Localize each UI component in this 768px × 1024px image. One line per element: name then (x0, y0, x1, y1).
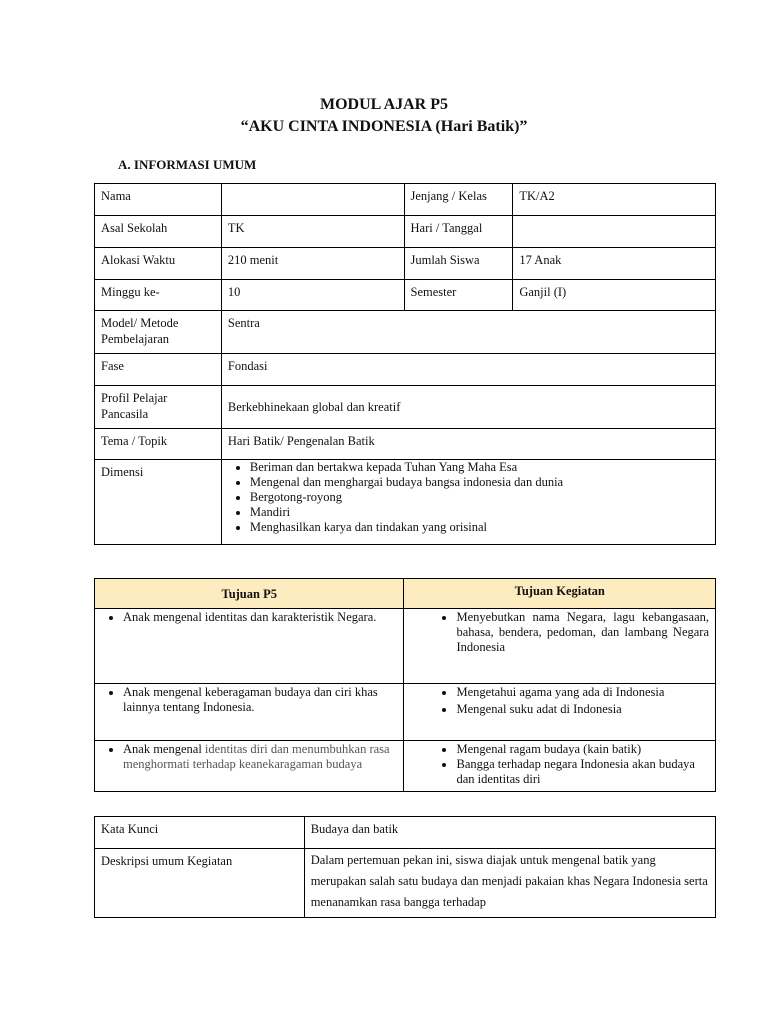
list-item: • Bangga terhadap negara Indonesia akan budaya dan identitas diri (456, 757, 709, 787)
cell-tujuan-kegiatan (404, 684, 716, 741)
list-item: • Anak mengenal identitas dan karakteristik Negara. (123, 610, 397, 625)
cell-label: Semester (404, 280, 513, 311)
cell-label: Nama (95, 184, 222, 216)
cell-value: Budaya dan batik (304, 817, 715, 849)
kata-kunci-table (94, 816, 716, 918)
tujuan-table (94, 578, 716, 792)
cell-value: Sentra (221, 311, 715, 354)
cell-tujuan-kegiatan (404, 741, 716, 792)
cell-tujuan-p5 (95, 609, 404, 684)
cell-label (95, 386, 222, 429)
table-header-row (95, 579, 716, 609)
table-row (95, 354, 716, 386)
cell-label: Alokasi Waktu (95, 248, 222, 280)
cell-tujuan-p5 (95, 741, 404, 792)
cell-label: Deskripsi umum Kegiatan (95, 849, 305, 918)
cell-value: 210 menit (221, 248, 404, 280)
label-line: Profil Pelajar (101, 391, 168, 405)
cell-label: Fase (95, 354, 222, 386)
text-run: identitas diri dan menumbuhkan rasa menghormati terhadap keanekaragaman budaya (123, 742, 390, 771)
table-row (95, 248, 716, 280)
table-row (95, 311, 716, 354)
cell-label: Asal Sekolah (95, 216, 222, 248)
column-header-tujuan-kegiatan: Tujuan Kegiatan (404, 579, 716, 609)
list-item: • Beriman dan bertakwa kepada Tuhan Yang Maha Esa (250, 460, 709, 475)
cell-label: Jenjang / Kelas (404, 184, 513, 216)
text-run: Anak mengenal (123, 742, 205, 756)
cell-label (95, 311, 222, 354)
cell-value: TK/A2 (513, 184, 716, 216)
cell-value: Fondasi (221, 354, 715, 386)
cell-value: Ganjil (I) (513, 280, 716, 311)
cell-value: 17 Anak (513, 248, 716, 280)
table-row (95, 280, 716, 311)
cell-label: Kata Kunci (95, 817, 305, 849)
list-item: • Mengenal dan menghargai budaya bangsa indonesia dan dunia (250, 475, 709, 490)
list-item (123, 742, 397, 772)
list-item: • Menyebutkan nama Negara, lagu kebangasaan, bahasa, bendera, pedoman, dan lambang Negara Indonesia (456, 610, 709, 655)
document-title: MODUL AJAR P5 (320, 96, 448, 113)
list-item: • Bergotong-royong (250, 490, 709, 505)
cell-value: Dalam pertemuan pekan ini, siswa diajak untuk mengenal batik yang merupakan salah satu budaya dan menjadi pakaian khas Negara Indonesia serta menanamkan rasa bangga terhadap (304, 849, 715, 918)
cell-label: Minggu ke- (95, 280, 222, 311)
list-item: • Mengetahui agama yang ada di Indonesia (456, 685, 709, 700)
column-header-tujuan-p5: Tujuan P5 (95, 579, 404, 609)
cell-label: Hari / Tanggal (404, 216, 513, 248)
cell-value: TK (221, 216, 404, 248)
cell-label: Tema / Topik (95, 429, 222, 460)
list-item: • Mengenal ragam budaya (kain batik) (456, 742, 709, 757)
cell-value: Hari Batik/ Pengenalan Batik (221, 429, 715, 460)
table-row (95, 184, 716, 216)
table-row (95, 386, 716, 429)
dimensi-list (228, 460, 709, 535)
table-row (95, 817, 716, 849)
cell-value (221, 184, 404, 216)
list-item: • Menghasilkan karya dan tindakan yang orisinal (250, 520, 709, 535)
table-row (95, 429, 716, 460)
table-row (95, 460, 716, 545)
table-row (95, 609, 716, 684)
table-row (95, 741, 716, 792)
document-subtitle: “AKU CINTA INDONESIA (Hari Batik)” (240, 118, 528, 135)
list-item: • Mandiri (250, 505, 709, 520)
cell-tujuan-p5 (95, 684, 404, 741)
table-row (95, 849, 716, 918)
label-line: Model/ Metode (101, 316, 179, 330)
list-item: • Mengenal suku adat di Indonesia (456, 702, 709, 717)
cell-label: Jumlah Siswa (404, 248, 513, 280)
dimensi-list-cell (221, 460, 715, 545)
label-line: Pembelajaran (101, 332, 170, 346)
cell-value: 10 (221, 280, 404, 311)
cell-value: Berkebhinekaan global dan kreatif (221, 386, 715, 429)
cell-value (513, 216, 716, 248)
table-row (95, 684, 716, 741)
list-item: • Anak mengenal keberagaman budaya dan ciri khas lainnya tentang Indonesia. (123, 685, 397, 715)
label-line: Pancasila (101, 407, 149, 421)
table-row (95, 216, 716, 248)
informasi-umum-table (94, 183, 716, 545)
section-heading-informasi-umum: A. INFORMASI UMUM (118, 157, 257, 172)
cell-label: Dimensi (95, 460, 222, 545)
cell-tujuan-kegiatan (404, 609, 716, 684)
